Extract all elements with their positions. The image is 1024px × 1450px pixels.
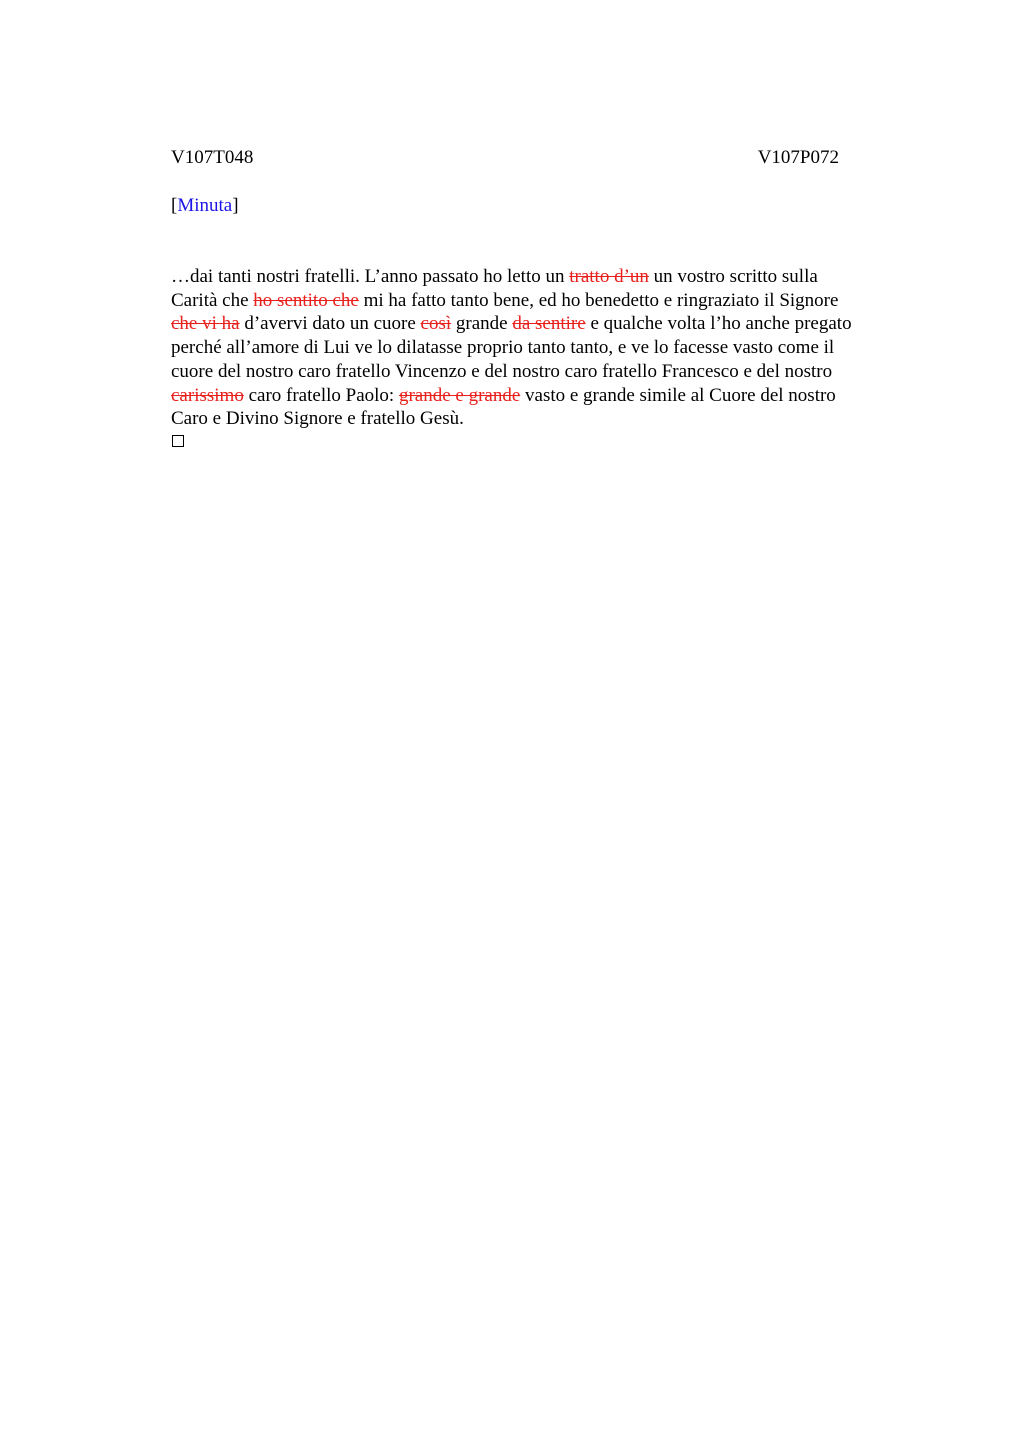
body-text-segment: vasto e grande simile al Cuore del nostro bbox=[520, 384, 836, 406]
deleted-text: tratto d’un bbox=[569, 266, 649, 287]
document-code-right: V107P072 bbox=[757, 147, 839, 168]
body-text-segment: perché all’amore di Lui ve lo dilatasse proprio tanto tanto, e ve lo facesse vasto come il bbox=[171, 337, 835, 359]
body-text-segment: e qualche volta l’ho anche pregato bbox=[585, 313, 852, 335]
body-text-segment: mi ha fatto tanto bene, ed ho benedetto e ringraziato il Signore bbox=[358, 289, 839, 311]
body-text-segment: un vostro scritto sulla bbox=[648, 266, 818, 287]
empty-square-icon bbox=[172, 435, 184, 447]
deleted-text: ho sentito che bbox=[253, 289, 359, 311]
document-code-left: V107T048 bbox=[171, 147, 254, 168]
body-line bbox=[171, 289, 913, 313]
deleted-text: così bbox=[420, 313, 452, 335]
document-header bbox=[171, 146, 839, 170]
deleted-text: carissimo bbox=[171, 384, 244, 406]
minuta-link[interactable]: Minuta bbox=[177, 195, 233, 216]
body-text-segment: grande bbox=[451, 313, 513, 335]
body-line bbox=[171, 407, 913, 431]
minuta-label bbox=[171, 194, 239, 218]
body-text-segment: …dai tanti nostri fratelli. L’anno passato ho letto un bbox=[171, 266, 570, 287]
body-line bbox=[171, 265, 913, 289]
body-line bbox=[171, 336, 913, 360]
deleted-text: che vi ha bbox=[171, 313, 240, 335]
body-text-segment: Carità che bbox=[171, 289, 254, 311]
body-line bbox=[171, 312, 913, 336]
body-text-segment: Caro e Divino Signore e fratello Gesù. bbox=[171, 408, 464, 430]
body-line bbox=[171, 384, 913, 408]
deleted-text: da sentire bbox=[512, 313, 586, 335]
close-bracket: ] bbox=[232, 195, 239, 216]
letter-body bbox=[171, 265, 913, 431]
body-text-segment: cuore del nostro caro fratello Vincenzo e del nostro caro fratello Francesco e del nostro bbox=[171, 360, 833, 382]
body-line bbox=[171, 360, 913, 384]
open-bracket: [ bbox=[171, 195, 178, 216]
body-text-segment: d’avervi dato un cuore bbox=[239, 313, 421, 335]
body-text-segment: caro fratello Paolo: bbox=[243, 384, 399, 406]
deleted-text: grande e grande bbox=[398, 384, 521, 406]
